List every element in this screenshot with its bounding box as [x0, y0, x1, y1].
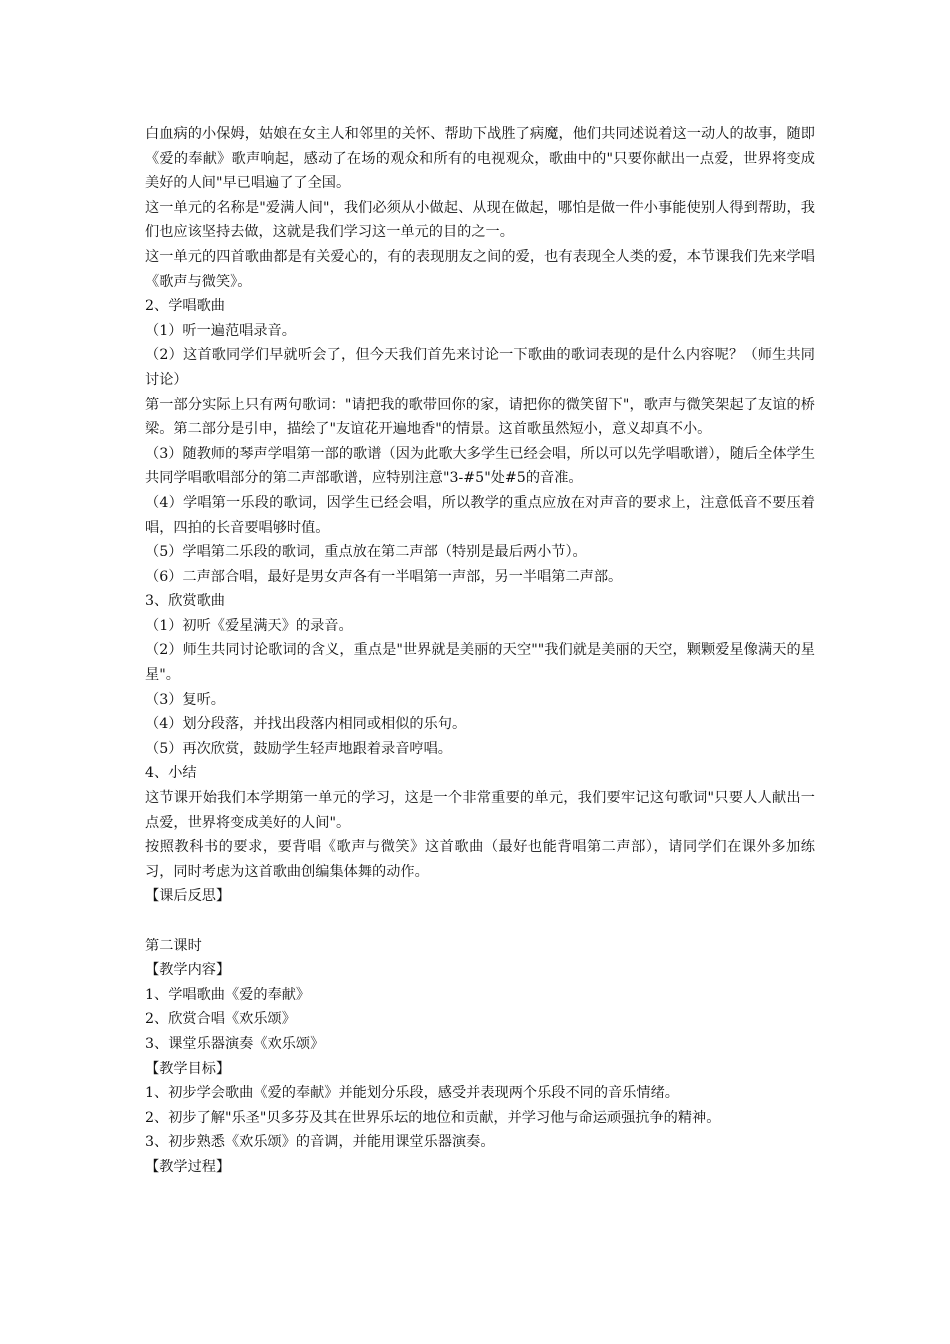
list-item: 3、初步熟悉《欢乐颂》的音调，并能用课堂乐器演奏。 — [145, 1134, 495, 1151]
section-heading: 2、学唱歌曲 — [145, 298, 225, 315]
bracket-heading: 【教学过程】 — [145, 1158, 231, 1175]
document-body — [145, 122, 815, 1180]
list-item: （5）学唱第二乐段的歌词，重点放在第二声部（特别是最后两小节）。 — [145, 544, 587, 561]
list-item: （2）这首歌同学们早就听会了，但今天我们首先来讨论一下歌曲的歌词表现的是什么内容呢？（师生共同讨论） — [145, 347, 815, 388]
list-item: （6）二声部合唱，最好是男女声各有一半唱第一声部，另一半唱第二声部。 — [145, 568, 623, 585]
list-item: 2、初步了解"乐圣"贝多芬及其在世界乐坛的地位和贡献，并学习他与命运顽强抗争的精神。 — [145, 1109, 721, 1126]
list-item: （4）学唱第一乐段的歌词，因学生已经会唱，所以教学的重点应放在对声音的要求上，注意低音不要压着唱，四拍的长音要唱够时值。 — [145, 494, 815, 536]
paragraph: 第一部分实际上只有两句歌词："请把我的歌带回你的家，请把你的微笑留下"，歌声与微笑架起了友谊的桥梁。第二部分是引申，描绘了"友谊花开遍地香"的情景。这首歌虽然短小，意义却真不小。 — [145, 396, 815, 438]
list-item: 1、初步学会歌曲《爱的奉献》并能划分乐段，感受并表现两个乐段不同的音乐情绪。 — [145, 1085, 679, 1102]
paragraph: 白血病的小保姆，姑娘在女主人和邻里的关怀、帮助下战胜了病魔，他们共同述说着这一动人的故事，随即《爱的奉献》歌声响起，感动了在场的观众和所有的电视观众，歌曲中的"只要你献出一点爱，世界将变成美好的人间"早已唱遍了了全国。 — [145, 126, 815, 192]
lesson-title: 第二课时 — [145, 937, 202, 954]
bracket-heading: 【教学内容】 — [145, 962, 231, 979]
list-item: （2）师生共同讨论歌词的含义，重点是"世界就是美丽的天空""我们就是美丽的天空，颗颗爱星像满天的星星"。 — [145, 642, 815, 684]
paragraph: 这一单元的四首歌曲都是有关爱心的，有的表现朋友之间的爱，也有表现全人类的爱，本节课我们先来学唱《歌声与微笑》。 — [145, 248, 815, 290]
list-item: 1、学唱歌曲《爱的奉献》 — [145, 986, 311, 1003]
list-item: （1）初听《爱星满天》的录音。 — [145, 617, 353, 634]
bracket-heading: 【教学目标】 — [145, 1060, 231, 1077]
list-item: 2、欣赏合唱《欢乐颂》 — [145, 1011, 296, 1028]
paragraph: 这一单元的名称是"爱满人间"，我们必须从小做起、从现在做起，哪怕是做一件小事能使别人得到帮助，我们也应该坚持去做，这就是我们学习这一单元的目的之一。 — [145, 199, 815, 241]
paragraph: 按照教科书的要求，要背唱《歌声与微笑》这首歌曲（最好也能背唱第二声部），请同学们在课外多加练习，同时考虑为这首歌曲创编集体舞的动作。 — [145, 839, 815, 880]
paragraph: 这节课开始我们本学期第一单元的学习，这是一个非常重要的单元，我们要牢记这句歌词"只要人人献出一点爱，世界将变成美好的人间"。 — [145, 790, 815, 831]
blank-line — [145, 909, 815, 934]
list-item: （3）复听。 — [145, 691, 225, 708]
bracket-heading: 【课后反思】 — [145, 888, 231, 905]
list-item: （3）随教师的琴声学唱第一部的歌谱（因为此歌大多学生已经会唱，所以可以先学唱歌谱），随后全体学生共同学唱歌唱部分的第二声部歌谱，应特别注意"3-#5"处#5的音准。 — [145, 445, 815, 487]
list-item: （5）再次欣赏，鼓励学生轻声地跟着录音哼唱。 — [145, 740, 452, 757]
list-item: （4）划分段落，并找出段落内相同或相似的乐句。 — [145, 716, 467, 733]
list-item: 3、课堂乐器演奏《欢乐颂》 — [145, 1035, 325, 1052]
section-heading: 4、小结 — [145, 765, 197, 782]
section-heading: 3、欣赏歌曲 — [145, 593, 225, 610]
list-item: （1）听一遍范唱录音。 — [145, 322, 296, 339]
